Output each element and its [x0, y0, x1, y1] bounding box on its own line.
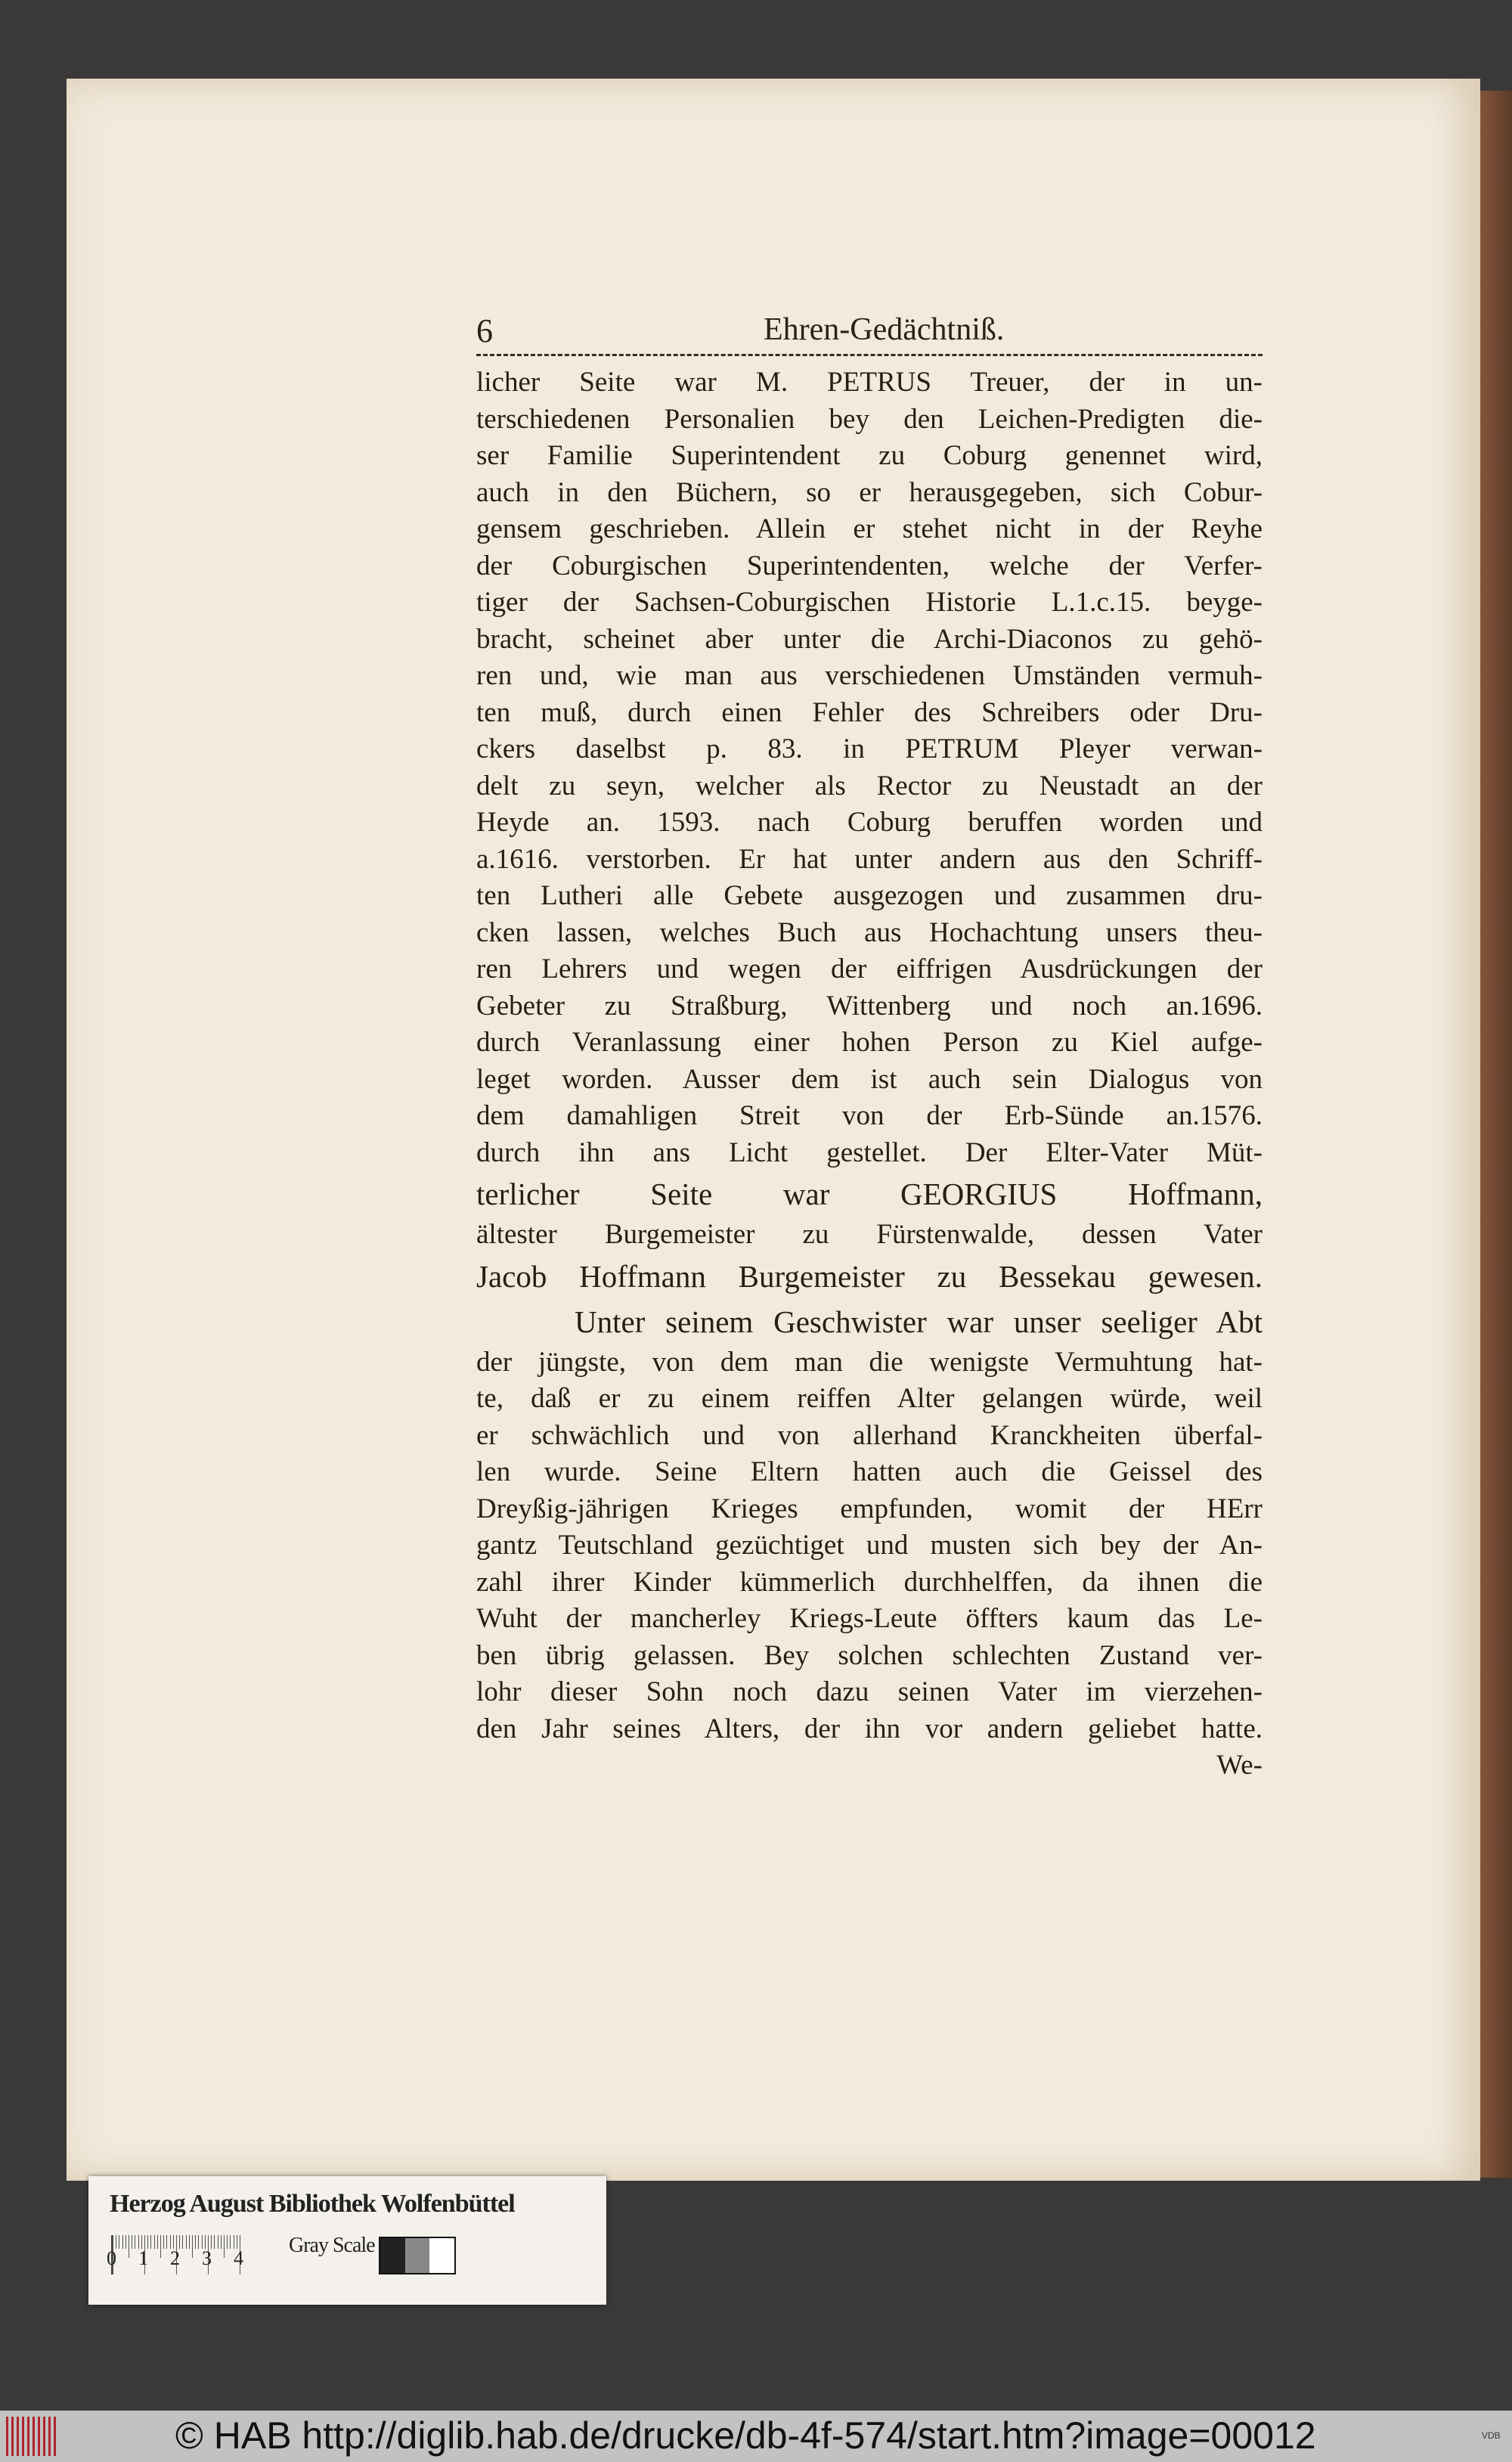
ruler-tick — [189, 2235, 190, 2249]
text-line: terlicher Seite war GEORGIUS Hoffmann, — [476, 1177, 1263, 1211]
text-line: der Coburgischen Superintendenten, welche der Verfer- — [476, 550, 1263, 581]
text-line: terschiedenen Personalien bey den Leichen-Predigten die- — [476, 403, 1263, 435]
text-line: Unter seinem Geschwister war unser seeliger Abt — [575, 1304, 1263, 1339]
ruler-tick — [157, 2235, 158, 2249]
text-line: Dreyßig-jährigen Krieges empfunden, womit der HErr — [476, 1493, 1263, 1524]
ruler-tick — [122, 2235, 123, 2249]
text-line: ben übrig gelassen. Bey solchen schlechten Zustand ver- — [476, 1639, 1263, 1671]
ruler-number: 3 — [202, 2247, 212, 2269]
text-line: licher Seite war M. PETRUS Treuer, der in un- — [476, 367, 1263, 398]
ruler-tick — [166, 2235, 167, 2249]
gray-scale-label: Gray Scale — [289, 2234, 375, 2257]
ruler-tick — [224, 2235, 225, 2258]
library-name: Herzog August Bibliothek Wolfenbüttel — [110, 2190, 515, 2218]
text-line: dem damahligen Streit von der Erb-Sünde an.1576. — [476, 1100, 1263, 1131]
text-line: auch in den Büchern, so er herausgegeben, sich Cobur- — [476, 476, 1263, 508]
text-line: durch Veranlassung einer hohen Person zu Kiel aufge- — [476, 1027, 1263, 1058]
ruler-number: 2 — [170, 2247, 180, 2269]
ruler-tick — [160, 2235, 161, 2258]
ruler-tick — [221, 2235, 222, 2249]
text-line: der jüngste, von dem man die wenigste Vermuhtung hat- — [476, 1346, 1263, 1378]
ruler-tick — [227, 2235, 228, 2249]
ruler-number: 4 — [234, 2247, 243, 2269]
ruler-tick — [192, 2235, 193, 2258]
ruler-tick — [230, 2235, 231, 2249]
text-line: gantz Teutschland gezüchtiget und musten sich bey der An- — [476, 1530, 1263, 1561]
ruler-tick — [163, 2235, 164, 2249]
text-line: ser Familie Superintendent zu Coburg genennet wird, — [476, 440, 1263, 471]
text-line: tiger der Sachsen-Coburgischen Historie L.1.c.15. beyge- — [476, 587, 1263, 618]
ruler-scale — [111, 2235, 249, 2274]
footer-mark: VDB — [1482, 2430, 1501, 2441]
copyright-url[interactable]: © HAB http://diglib.hab.de/drucke/db-4f-574/start.htm?image=00012 — [175, 2414, 1316, 2457]
text-line: er schwächlich und von allerhand Kranckheiten überfal- — [476, 1419, 1263, 1451]
text-line: len wurde. Seine Eltern hatten auch die Geissel des — [476, 1456, 1263, 1487]
text-line: lohr dieser Sohn noch dazu seinen Vater im vierzehen- — [476, 1676, 1263, 1707]
text-line: durch ihn ans Licht gestellet. Der Elter-Vater Müt- — [476, 1136, 1263, 1168]
text-line: leget worden. Ausser dem ist auch sein Dialogus von — [476, 1063, 1263, 1095]
ruler-number: 1 — [138, 2247, 148, 2269]
text-line: ten Lutheri alle Gebete ausgezogen und zusammen dru- — [476, 880, 1263, 911]
text-line: Wuht der mancherley Kriegs-Leute öffters kaum das Le- — [476, 1603, 1263, 1634]
hab-logo-icon — [6, 2417, 59, 2456]
page-number: 6 — [476, 312, 493, 349]
text-line: a.1616. verstorben. Er hat unter andern aus den Schriff- — [476, 843, 1263, 875]
catchword: We- — [1216, 1750, 1263, 1781]
text-line: den Jahr seines Alters, der ihn vor andern geliebet hatte. — [476, 1713, 1263, 1744]
text-line: delt zu seyn, welcher als Rector zu Neustadt an der — [476, 770, 1263, 802]
text-line: zahl ihrer Kinder kümmerlich durchhelffen, da ihnen die — [476, 1566, 1263, 1598]
ruler-tick — [186, 2235, 187, 2249]
ruler-tick — [150, 2235, 151, 2249]
gray-scale-swatch — [379, 2237, 456, 2274]
text-line: gensem geschrieben. Allein er stehet nicht in der Reyhe — [476, 513, 1263, 544]
text-line: Heyde an. 1593. nach Coburg beruffen worden und — [476, 807, 1263, 838]
ruler-tick — [182, 2235, 183, 2249]
text-line: ren und, wie man aus verschiedenen Umständen vermuh- — [476, 660, 1263, 691]
ruler-tick — [154, 2235, 155, 2249]
text-line: ten muß, durch einen Fehler des Schreibers oder Dru- — [476, 696, 1263, 728]
ruler-tick — [214, 2235, 215, 2249]
text-line: Gebeter zu Straßburg, Wittenberg und noch an.1696. — [476, 990, 1263, 1022]
ruler-tick — [125, 2235, 126, 2249]
text-line: ältester Burgemeister zu Fürstenwalde, dessen Vater — [476, 1219, 1263, 1250]
text-line: bracht, scheinet aber unter die Archi-Diaconos zu gehö- — [476, 623, 1263, 655]
footer-bar — [0, 2411, 1512, 2462]
text-line: te, daß er zu einem reiffen Alter gelangen würde, weil — [476, 1383, 1263, 1414]
library-label-card — [88, 2176, 606, 2305]
body-text — [476, 364, 1263, 1784]
text-line: ckers daselbst p. 83. in PETRUM Pleyer verwan- — [476, 733, 1263, 764]
running-title: Ehren-Gedächtniß. — [764, 312, 1005, 347]
running-head — [476, 312, 1263, 356]
ruler-tick — [198, 2235, 199, 2249]
ruler-tick — [195, 2235, 196, 2249]
ruler-number: 0 — [107, 2247, 116, 2269]
text-line: cken lassen, welches Buch aus Hochachtung unsers theu- — [476, 916, 1263, 948]
text-line: Jacob Hoffmann Burgemeister zu Bessekau gewesen. — [476, 1258, 1263, 1294]
text-line: ren Lehrers und wegen der eiffrigen Ausdrückungen der — [476, 953, 1263, 984]
